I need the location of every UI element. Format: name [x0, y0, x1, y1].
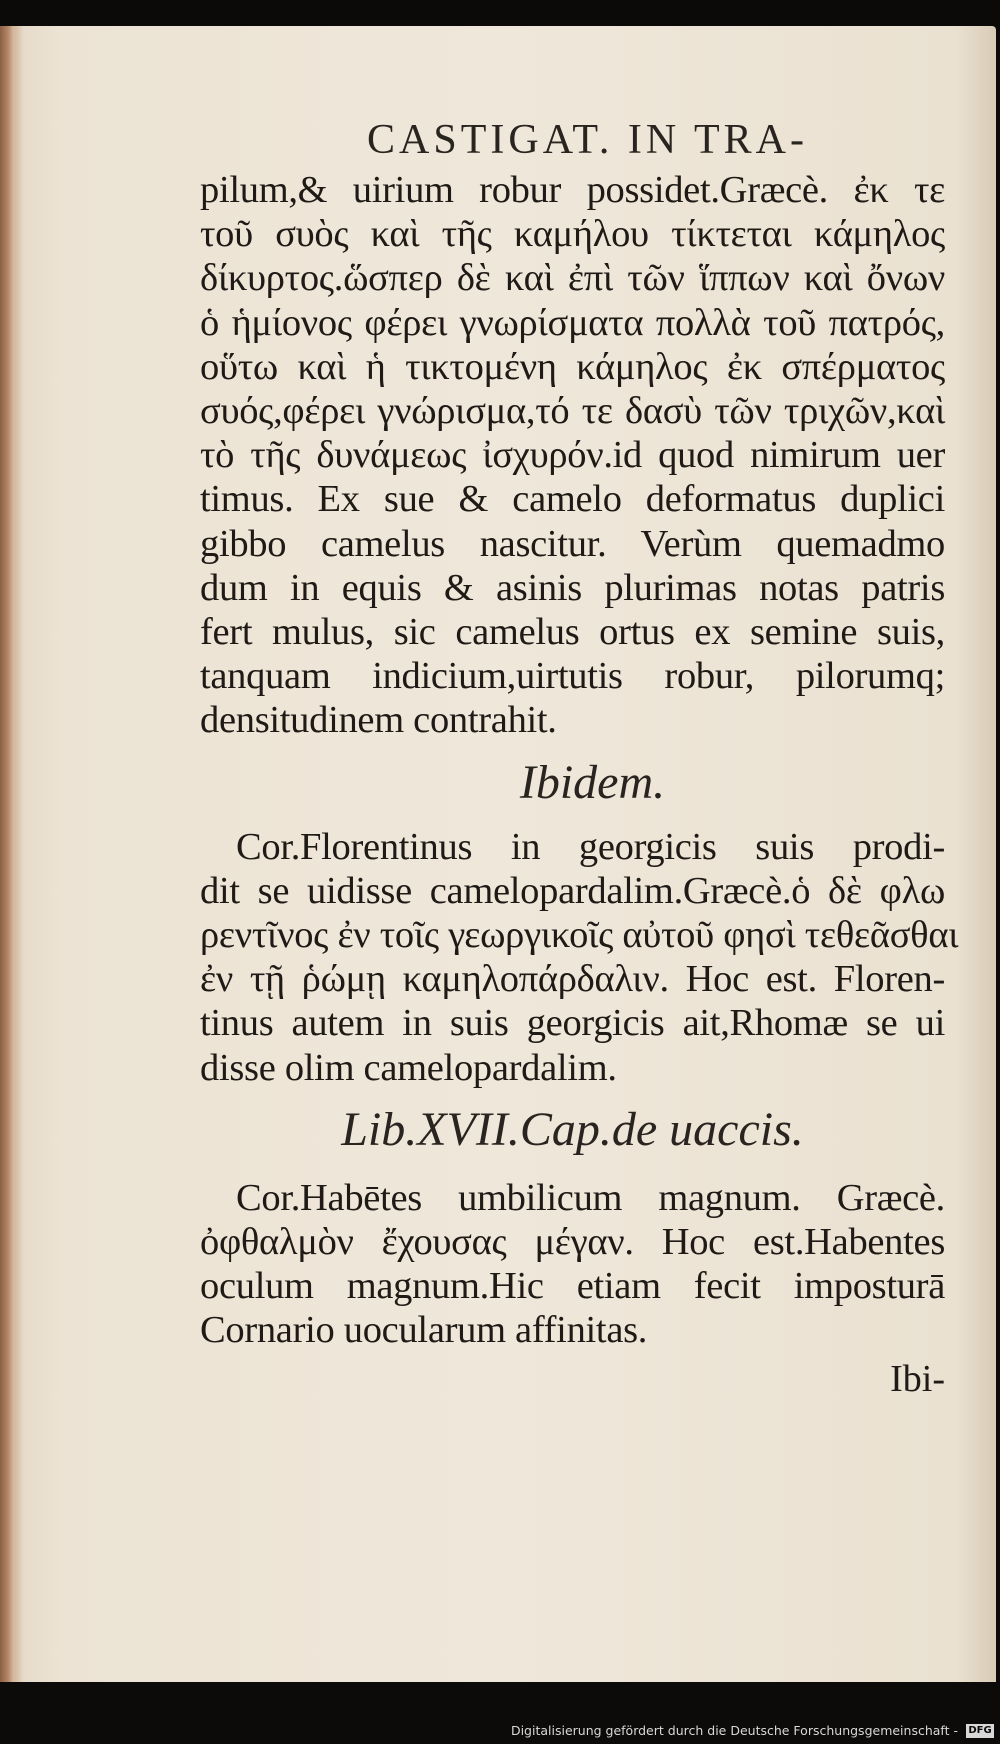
- running-head: CASTIGAT. IN TRA-: [367, 117, 808, 163]
- text-line: Cor.Florentinus in georgicis suis prodi-: [236, 825, 945, 868]
- text-line: τοῦ συὸς καὶ τῆς καμήλου τίκτεται κάμηλος: [200, 213, 945, 256]
- page-text: [200, 112, 959, 1403]
- catchword: Ibi-: [890, 1357, 945, 1400]
- scan-footer: [0, 1682, 1000, 1744]
- digitization-credit: Digitalisierung gefördert durch die Deutsche Forschungsgemeinschaft -: [510, 1723, 958, 1738]
- text-line: tinus autem in suis georgicis ait,Rhomæ se ui: [200, 1002, 945, 1045]
- section-heading-ibidem: Ibidem.: [519, 755, 666, 809]
- section-1: [200, 168, 945, 743]
- text-line: gibbo camelus nascitur. Verùm quemadmo: [200, 522, 945, 565]
- text-line: Cornario uocularum affinitas.: [200, 1309, 648, 1352]
- text-line: densitudinem contrahit.: [200, 699, 557, 742]
- text-line: ὀφθαλμὸν ἔχουσας μέγαν. Hoc est.Habentes: [200, 1221, 945, 1264]
- text-line: fert mulus, sic camelus ortus ex semine suis,: [200, 611, 945, 654]
- text-line: Cor.Habētes umbilicum magnum. Græcè.: [236, 1176, 945, 1219]
- page-gutter: [0, 26, 14, 1682]
- text-line: ὁ ἡμίονος φέρει γνωρίσματα πολλὰ τοῦ πατρός,: [200, 301, 945, 344]
- text-line: τὸ τῆς δυνάμεως ἰσχυρόν.id quod nimirum uer: [200, 434, 945, 477]
- text-line: pilum,& uirium robur possidet.Græcè. ἐκ τε: [200, 169, 945, 211]
- text-line: tanquam indicium,uirtutis robur, pilorumq;: [200, 655, 945, 698]
- section-2: [200, 825, 959, 1090]
- text-line: ρεντῖνος ἐν τοῖς γεωργικοῖς αὐτοῦ φησὶ τεθεᾶσθαι: [200, 914, 959, 957]
- text-line: dit se uidisse camelopardalim.Græcè.ὁ δὲ φλω: [200, 869, 945, 912]
- text-line: oculum magnum.Hic etiam fecit imposturā: [200, 1265, 945, 1308]
- text-line: δίκυρτος.ὥσπερ δὲ καὶ ἐπὶ τῶν ἵππων καὶ ὄνων: [200, 257, 945, 300]
- text-line: συός,φέρει γνώρισμα,τό τε δασὺ τῶν τριχῶν,καὶ: [200, 390, 945, 433]
- text-line: ἐν τῇ ῥώμῃ καμηλοπάρδαλιν. Hoc est. Floren-: [200, 958, 945, 1001]
- section-3: [200, 1176, 945, 1353]
- dfg-logo: DFG: [966, 1724, 994, 1738]
- section-heading-lib-xvii: Lib.XVII.Cap.de uaccis.: [341, 1102, 804, 1156]
- text-line: timus. Ex sue & camelo deformatus duplici: [200, 478, 945, 521]
- text-line: οὕτω καὶ ἡ τικτομένη κάμηλος ἐκ σπέρματος: [200, 345, 945, 388]
- text-line: disse olim camelopardalim.: [200, 1046, 617, 1089]
- text-line: dum in equis & asinis plurimas notas patris: [200, 566, 945, 609]
